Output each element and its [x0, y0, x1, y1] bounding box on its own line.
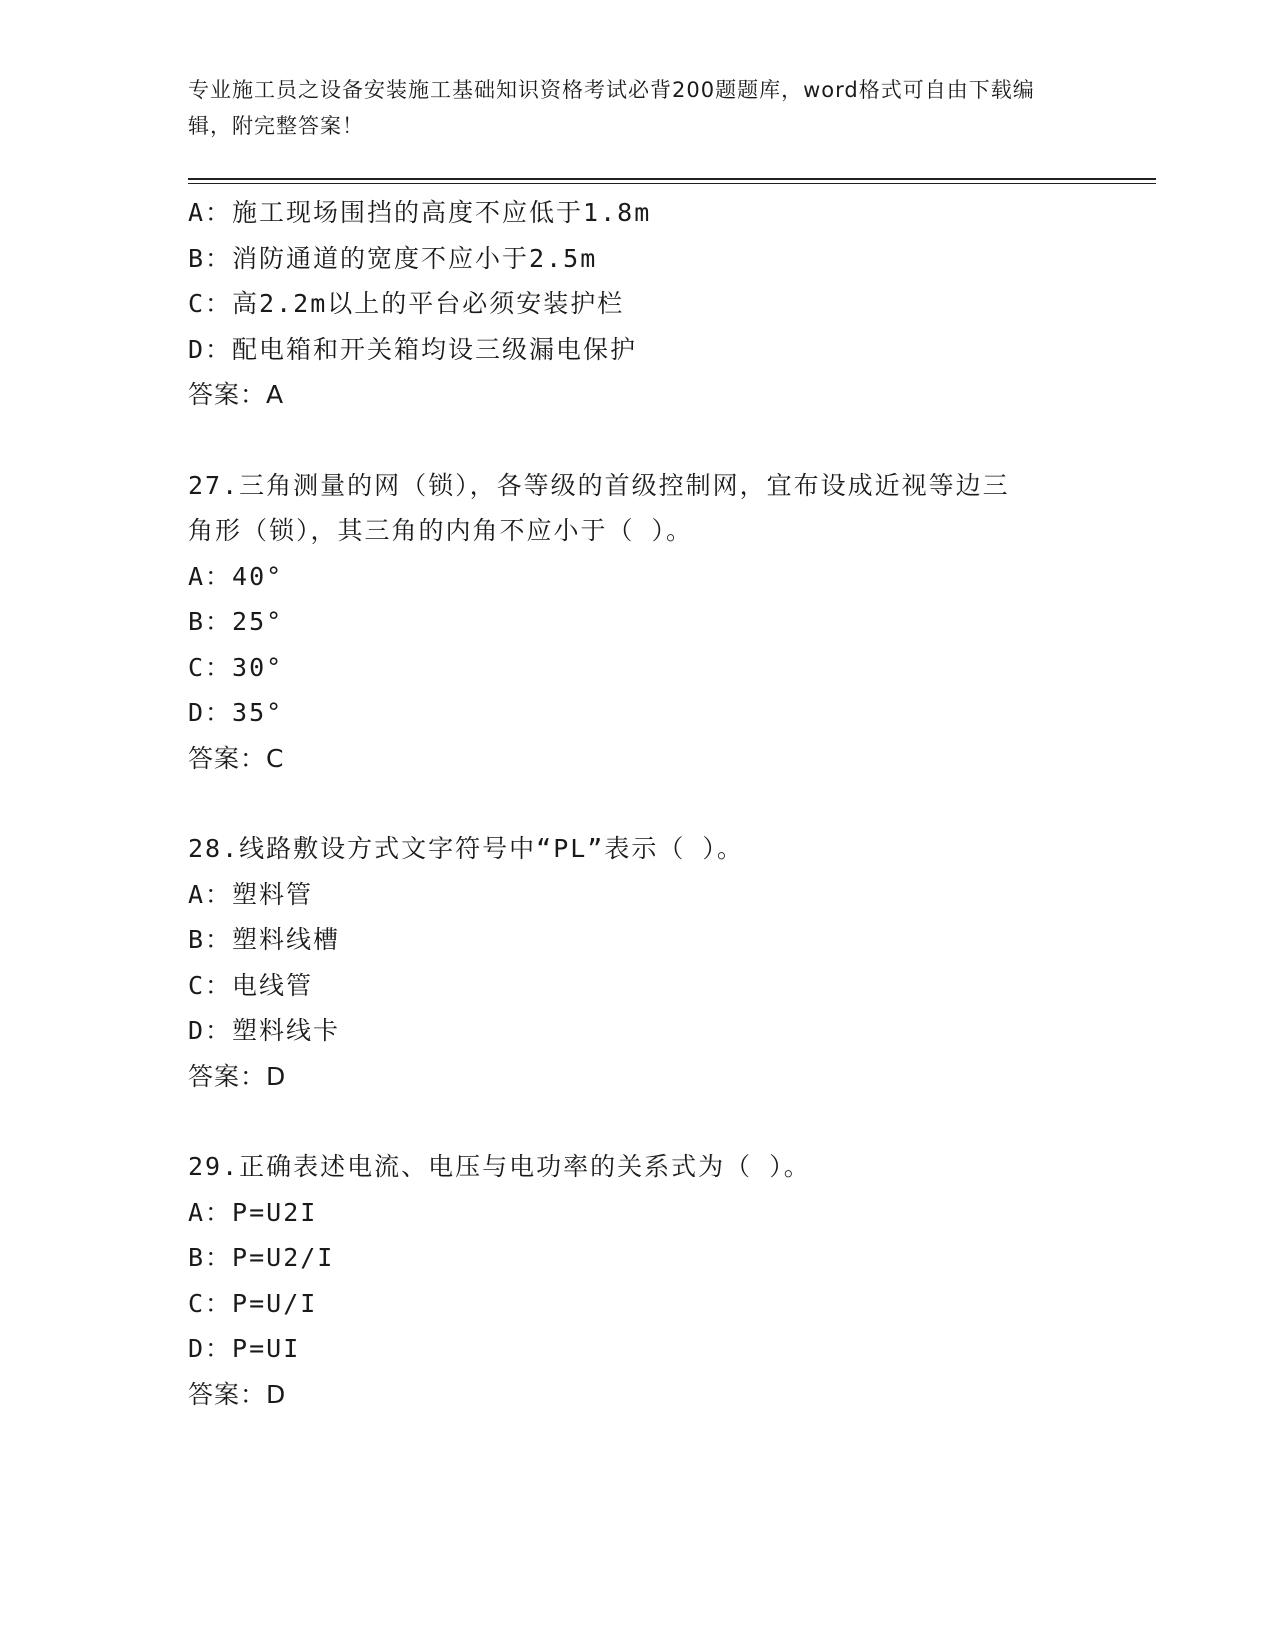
question-28: [188, 826, 1088, 1099]
question-stem-line-1: 27.三角测量的网（锁），各等级的首级控制网，宜布设成近视等边三: [188, 470, 1010, 500]
spacer: [188, 781, 1088, 826]
option-a: A：P=U2I: [188, 1197, 318, 1227]
option-d: D：P=UI: [188, 1334, 301, 1363]
option-a: A：施工现场围挡的高度不应低于1.8m: [188, 198, 652, 227]
question-stem: 29.正确表述电流、电压与电功率的关系式为（ ）。: [188, 1152, 811, 1181]
answer-line: 答案：C: [188, 743, 285, 773]
option-c: C：P=U/I: [188, 1288, 318, 1318]
option-c: C：高2.2m以上的平台必须安装护栏: [188, 289, 625, 318]
document-title: 专业施工员之设备安装施工基础知识资格考试必背200题题库，word格式可自由下载编辑，附完整答案！: [188, 78, 1035, 138]
spacer: [188, 1099, 1088, 1144]
option-a: A：塑料管: [188, 879, 314, 909]
option-d: D：35°: [188, 698, 284, 727]
question-27: [188, 463, 1088, 782]
answer-line: 答案：D: [188, 1061, 287, 1091]
option-d: D：配电箱和开关箱均设三级漏电保护: [188, 334, 638, 364]
option-c: C：30°: [188, 652, 284, 682]
question-list: [188, 190, 1088, 1417]
option-b: B：25°: [188, 607, 284, 636]
question-29: [188, 1144, 1088, 1417]
option-b: B：P=U2/I: [188, 1243, 335, 1272]
answer-line: 答案：D: [188, 1379, 287, 1409]
option-d: D：塑料线卡: [188, 1016, 341, 1045]
option-c: C：电线管: [188, 970, 314, 1000]
option-b: B：塑料线槽: [188, 925, 341, 954]
spacer: [188, 418, 1088, 463]
question-26: [188, 190, 1088, 418]
question-stem: 28.线路敷设方式文字符号中“PL”表示（ ）。: [188, 834, 744, 863]
question-stem-line-2: 角形（锁），其三角的内角不应小于（ ）。: [188, 516, 694, 545]
header-divider-thin: [188, 183, 1156, 184]
option-b: B：消防通道的宽度不应小于2.5m: [188, 243, 598, 273]
answer-line: 答案：A: [188, 380, 285, 409]
header-divider-thick: [188, 178, 1156, 180]
option-a: A：40°: [188, 561, 284, 591]
